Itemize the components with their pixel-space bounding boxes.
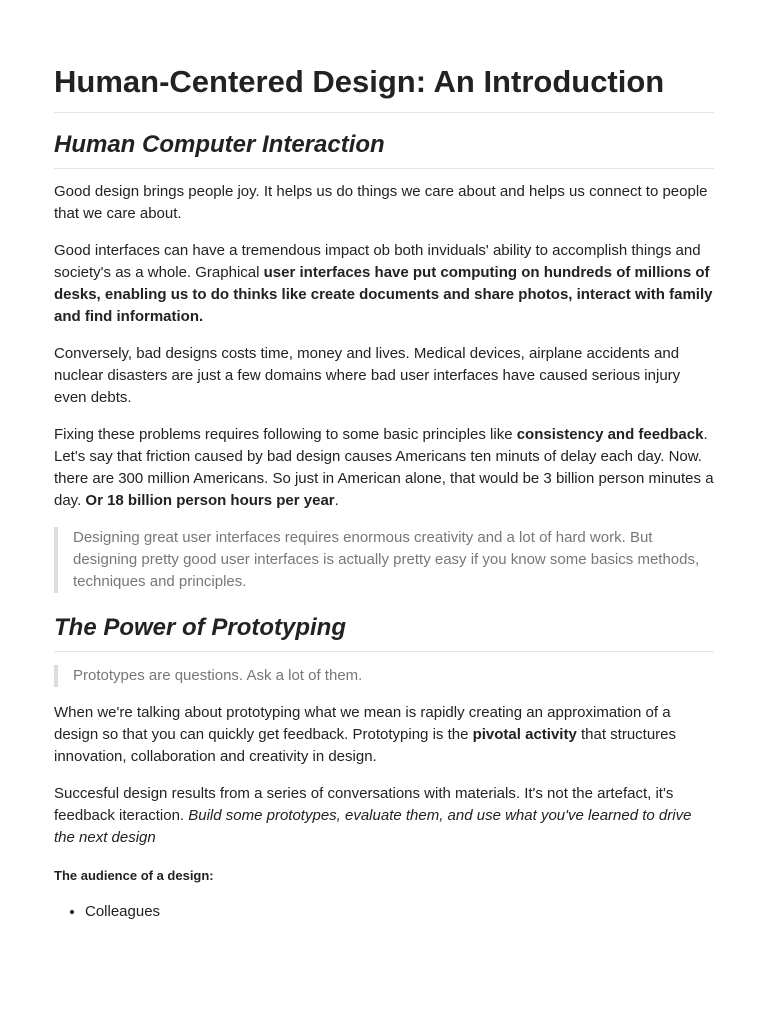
audience-list bbox=[54, 901, 714, 923]
text-run: Fixing these problems requires following to some basic principles like bbox=[54, 426, 517, 443]
text-run: that structures innovation, collaboration and creativity in design. bbox=[54, 726, 677, 765]
text-run: Good interfaces can have a tremendous impact ob both inviduals' ability to accomplish things and society's as a whole. Graphical bbox=[54, 242, 701, 281]
italic-text-run: Build some prototypes, evaluate them, and use what you've learned to drive the next design bbox=[54, 807, 692, 846]
subheading-audience: The audience of a design: bbox=[54, 868, 214, 883]
blockquote-designing: Designing great user interfaces requires enormous creativity and a lot of hard work. But designing pretty good user interfaces is actually pretty easy if you know some basics methods, techniques and principles. bbox=[54, 527, 714, 593]
paragraph-fixing-problems bbox=[54, 424, 714, 512]
list-item: • Colleagues bbox=[85, 901, 714, 923]
text-run: Succesful design results from a series of conversations with materials. It's not the artefact, it's feedback iteraction. bbox=[54, 785, 674, 824]
text-run: . bbox=[334, 492, 339, 509]
text-run: When we're talking about prototyping what we mean is rapidly creating an approximation of a design so that you can quickly get feedback. Prototyping is the bbox=[54, 704, 671, 743]
text-run: . Let's say that friction caused by bad design causes Americans ten minuts of delay each day. Now. there are 300 million Americans. So just in American alone, that would be 3 billion person minutes a day. bbox=[54, 426, 714, 509]
paragraph-good-design: Good design brings people joy. It helps us do things we care about and helps us connect to people that we care about. bbox=[54, 183, 708, 222]
blockquote-prototypes: Prototypes are questions. Ask a lot of them. bbox=[54, 665, 714, 687]
bold-text-run: pivotal activity bbox=[472, 726, 577, 743]
page-title: Human-Centered Design: An Introduction bbox=[54, 62, 714, 113]
paragraph-bad-designs: Conversely, bad designs costs time, money and lives. Medical devices, airplane accidents and nuclear disasters are just a few domains where bad user interfaces have caused serious injury even debts. bbox=[54, 345, 681, 406]
bold-text-run: user interfaces have put computing on hundreds of millions of desks, enabling us to do thinks like create documents and share photos, interact with family and find information. bbox=[54, 264, 713, 325]
paragraph-prototyping-meaning bbox=[54, 702, 714, 768]
paragraph-succesful-design bbox=[54, 783, 714, 849]
section-heading-prototyping: The Power of Prototyping bbox=[54, 613, 714, 652]
paragraph-good-interfaces bbox=[54, 240, 714, 328]
bold-text-run: Or 18 billion person hours per year bbox=[85, 492, 335, 509]
bold-text-run: consistency and feedback bbox=[516, 426, 704, 443]
section-heading-hci: Human Computer Interaction bbox=[54, 130, 714, 169]
